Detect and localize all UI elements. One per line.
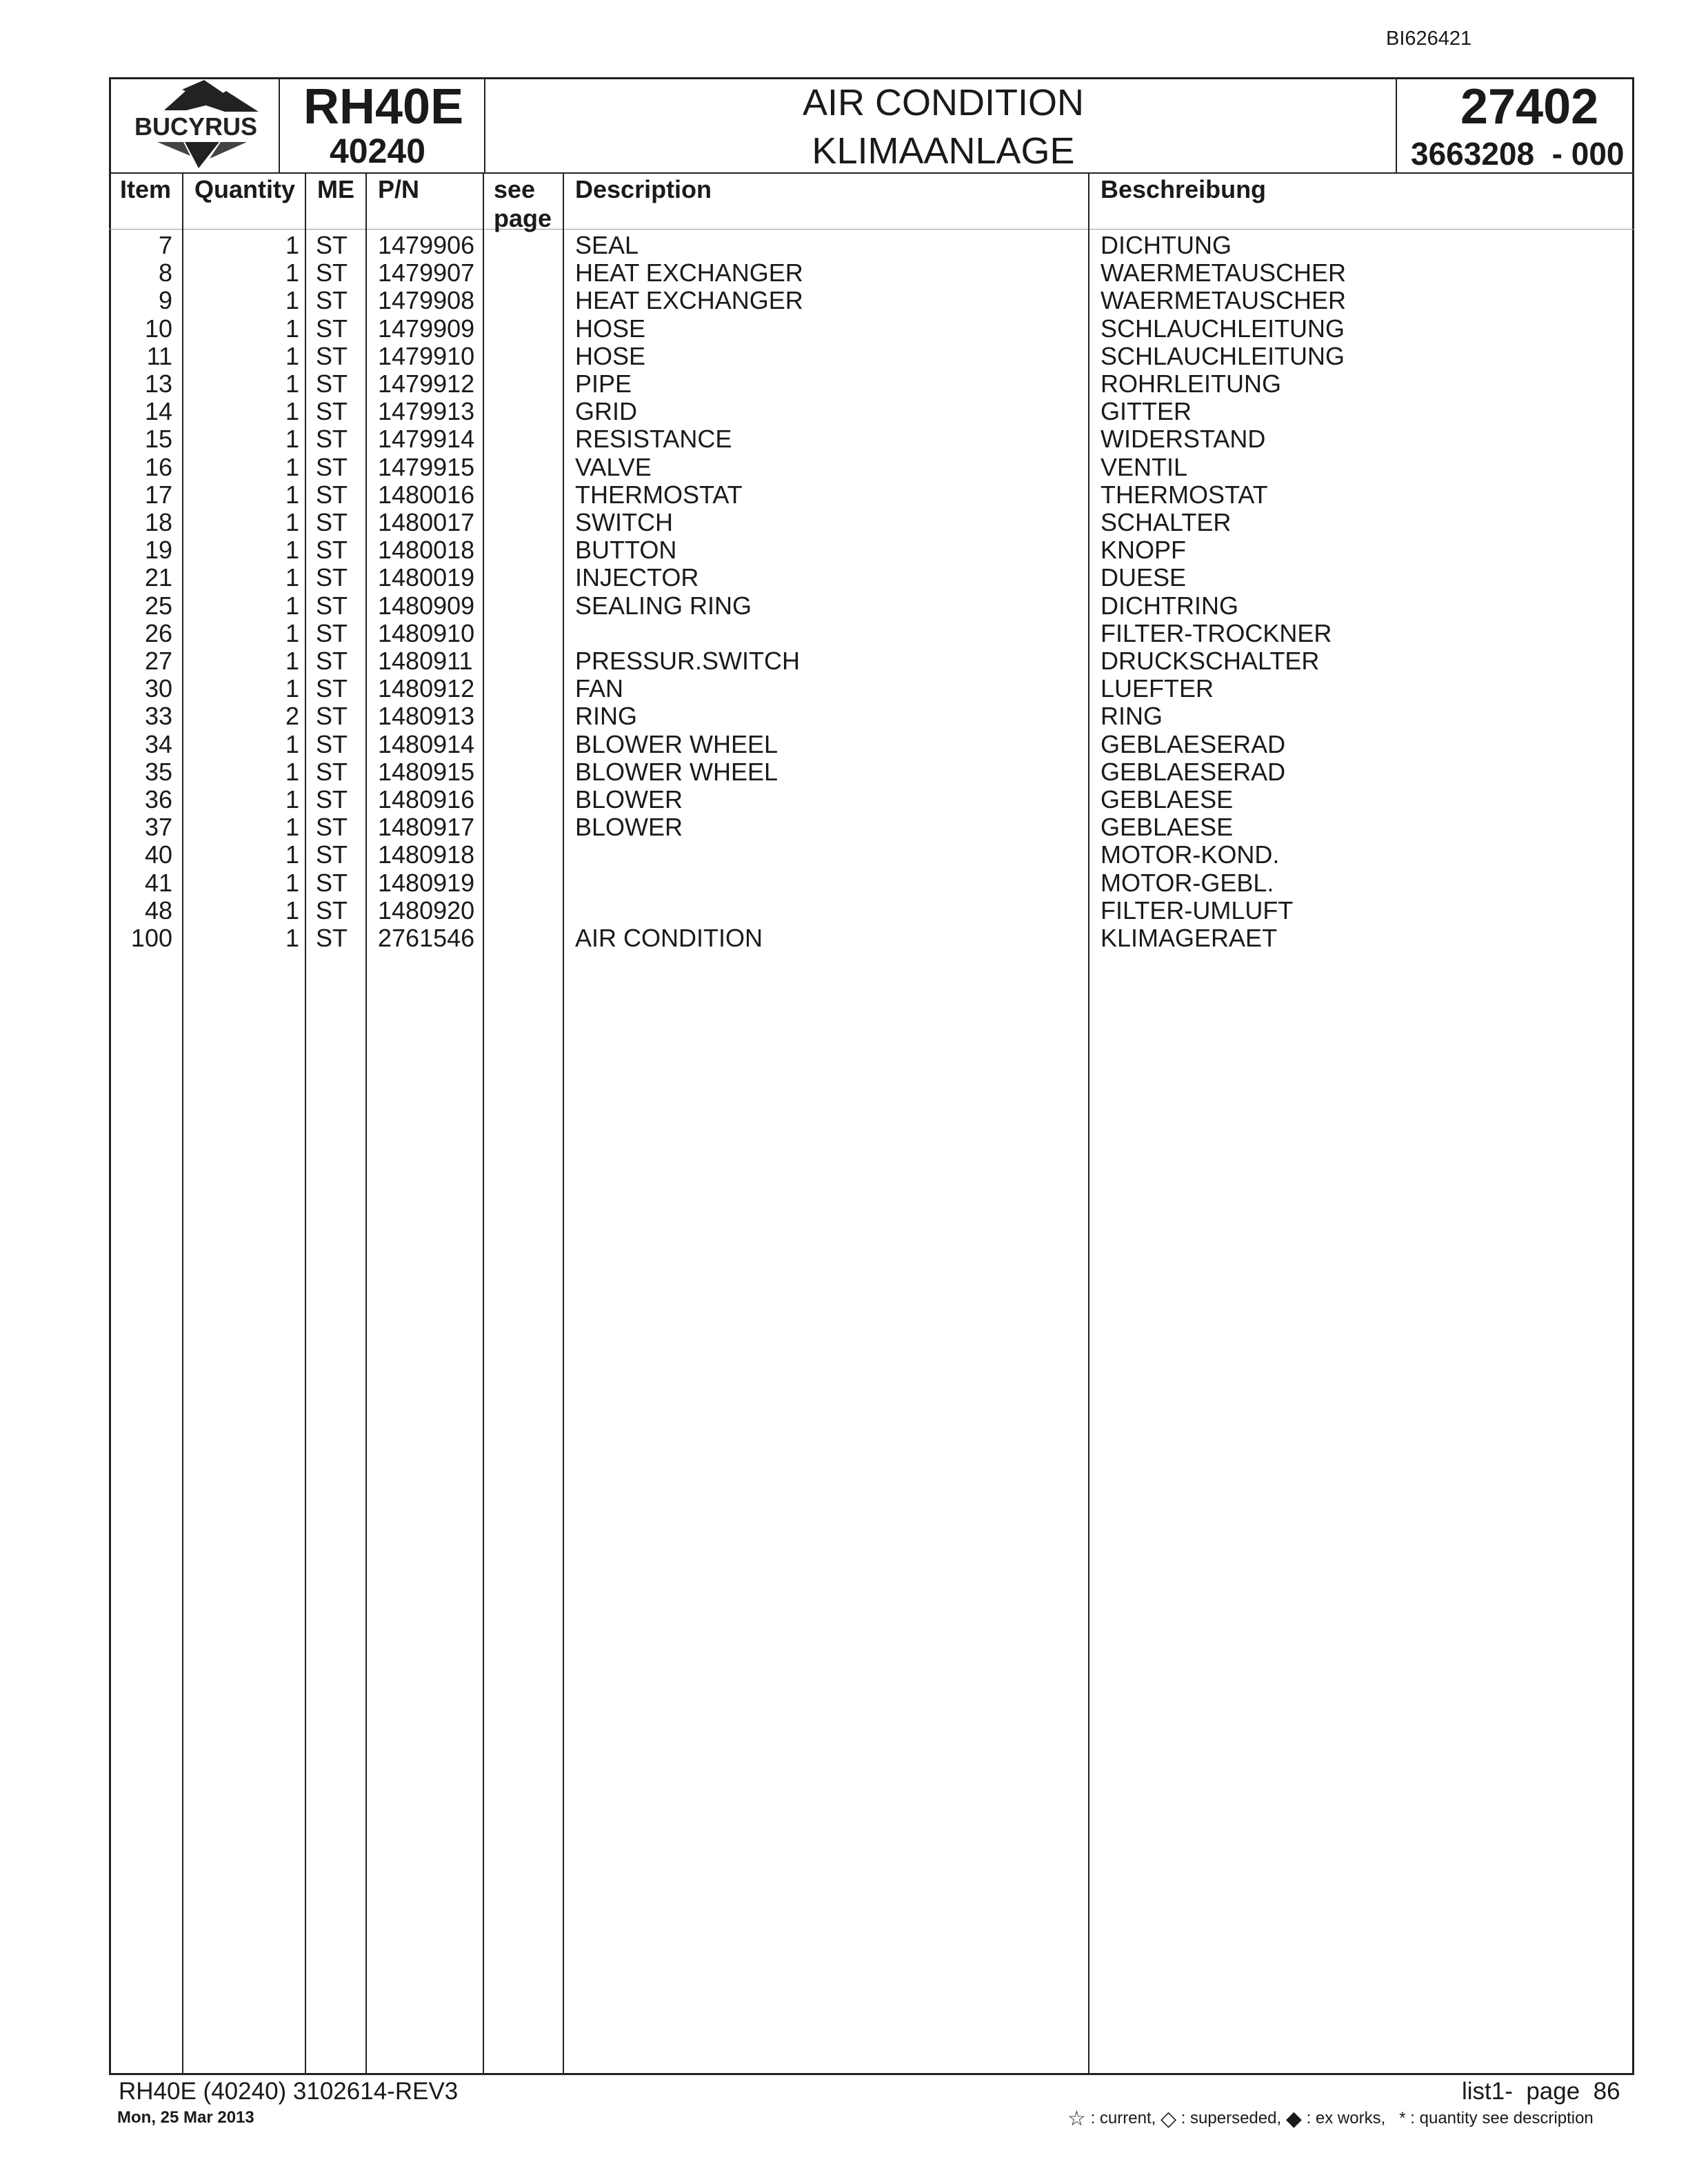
cell-beschreibung: VENTIL [1101, 453, 1188, 481]
cell-quantity: 1 [285, 231, 299, 259]
cell-me: ST [316, 619, 348, 647]
cell-quantity: 1 [285, 674, 299, 702]
cell-pn: 1479906 [378, 231, 475, 259]
table-row [109, 259, 1634, 287]
cell-pn: 1479912 [378, 370, 475, 398]
footer-page-number: list1- page 86 [1462, 2078, 1620, 2105]
cell-pn: 1479910 [378, 342, 475, 370]
cell-item: 30 [144, 674, 172, 702]
table-row [109, 509, 1634, 536]
title-english: AIR CONDITION [802, 82, 1084, 123]
cell-item: 13 [144, 370, 172, 398]
bucyrus-logo [116, 79, 276, 171]
cell-pn: 1480017 [378, 508, 475, 536]
cell-pn: 1479915 [378, 453, 475, 481]
cell-item: 16 [144, 453, 172, 481]
cell-pn: 1480919 [378, 869, 475, 897]
cell-pn: 1479909 [378, 314, 475, 343]
cell-quantity: 1 [285, 286, 299, 314]
cell-description: BLOWER [575, 785, 683, 813]
cell-beschreibung: THERMOSTAT [1101, 481, 1268, 509]
cell-beschreibung: MOTOR-GEBL. [1101, 869, 1274, 897]
table-row [109, 786, 1634, 813]
cell-item: 19 [144, 536, 172, 564]
cell-description: HOSE [575, 342, 646, 370]
cell-quantity: 1 [285, 785, 299, 813]
cell-me: ST [316, 536, 348, 564]
cell-pn: 1480916 [378, 785, 475, 813]
cell-pn: 2761546 [378, 924, 475, 952]
cell-me: ST [316, 702, 348, 730]
cell-beschreibung: WAERMETAUSCHER [1101, 286, 1347, 314]
cell-quantity: 1 [285, 314, 299, 343]
cell-beschreibung: WAERMETAUSCHER [1101, 259, 1347, 287]
cell-me: ST [316, 592, 348, 620]
cell-beschreibung: SCHLAUCHLEITUNG [1101, 342, 1345, 370]
cell-description: PRESSUR.SWITCH [575, 647, 801, 675]
cell-quantity: 1 [285, 536, 299, 564]
cell-description: SEAL [575, 231, 639, 259]
cell-me: ST [316, 370, 348, 398]
cell-description: INJECTOR [575, 563, 699, 592]
table-row [109, 813, 1634, 841]
cell-item: 100 [130, 924, 172, 952]
table-row [109, 343, 1634, 370]
cell-item: 11 [146, 342, 172, 370]
cell-item: 48 [144, 896, 172, 924]
bucyrus-logo-icon [116, 79, 276, 171]
cell-me: ST [316, 840, 348, 869]
legend-quantity: * : quantity see description [1399, 2109, 1594, 2127]
cell-item: 18 [144, 508, 172, 536]
cell-me: ST [316, 286, 348, 314]
cell-beschreibung: DICHTRING [1101, 592, 1238, 620]
cell-pn: 1480920 [378, 896, 475, 924]
cell-item: 15 [144, 425, 172, 453]
cell-pn: 1479914 [378, 425, 475, 453]
table-row [109, 869, 1634, 897]
cell-beschreibung: LUEFTER [1101, 674, 1214, 702]
cell-pn: 1480910 [378, 619, 475, 647]
cell-description: HOSE [575, 314, 646, 343]
table-row [109, 675, 1634, 702]
cell-pn: 1480917 [378, 813, 475, 841]
col-header-description: Description [575, 175, 712, 203]
table-row [109, 841, 1634, 869]
col-header-beschreibung: Beschreibung [1101, 175, 1267, 203]
cell-description: BLOWER WHEEL [575, 758, 778, 786]
cell-quantity: 1 [285, 730, 299, 758]
cell-beschreibung: GEBLAESE [1101, 813, 1234, 841]
table-row [109, 702, 1634, 730]
cell-beschreibung: DUESE [1101, 563, 1187, 592]
footer-document-ref: RH40E (40240) 3102614-REV3 [119, 2078, 459, 2105]
cell-me: ST [316, 314, 348, 343]
cell-pn: 1480018 [378, 536, 475, 564]
cell-description: FAN [575, 674, 624, 702]
table-row [109, 232, 1634, 259]
model-name: RH40E [303, 79, 464, 134]
footer-date: Mon, 25 Mar 2013 [117, 2108, 254, 2127]
cell-pn: 1479913 [378, 397, 475, 425]
cell-pn: 1480913 [378, 702, 475, 730]
cell-quantity: 1 [285, 508, 299, 536]
cell-beschreibung: FILTER-UMLUFT [1101, 896, 1294, 924]
cell-beschreibung: MOTOR-KOND. [1101, 840, 1280, 869]
cell-beschreibung: KNOPF [1101, 536, 1187, 564]
footer-legend [1067, 2107, 1594, 2131]
cell-me: ST [316, 397, 348, 425]
cell-description: SEALING RING [575, 592, 752, 620]
table-row [109, 425, 1634, 453]
table-row [109, 620, 1634, 647]
cell-me: ST [316, 231, 348, 259]
group-number: 27402 [1460, 79, 1599, 134]
table-row [109, 370, 1634, 398]
cell-me: ST [316, 785, 348, 813]
cell-quantity: 1 [285, 563, 299, 592]
cell-quantity: 1 [285, 481, 299, 509]
cell-pn: 1480909 [378, 592, 475, 620]
cell-quantity: 1 [285, 370, 299, 398]
header-line-logo [279, 77, 280, 174]
table-row [109, 454, 1634, 481]
cell-quantity: 1 [285, 425, 299, 453]
cell-quantity: 1 [285, 813, 299, 841]
cell-beschreibung: GEBLAESERAD [1101, 730, 1286, 758]
cell-quantity: 1 [285, 758, 299, 786]
cell-item: 9 [158, 286, 172, 314]
cell-me: ST [316, 647, 348, 675]
table-row [109, 592, 1634, 620]
cell-item: 26 [144, 619, 172, 647]
cell-me: ST [316, 425, 348, 453]
cell-me: ST [316, 563, 348, 592]
column-header-divider [109, 229, 1634, 230]
cell-description: SWITCH [575, 508, 673, 536]
cell-quantity: 1 [285, 592, 299, 620]
cell-beschreibung: DRUCKSCHALTER [1101, 647, 1320, 675]
cell-quantity: 1 [285, 924, 299, 952]
header-line-model [484, 77, 485, 174]
cell-me: ST [316, 869, 348, 897]
cell-description: BUTTON [575, 536, 677, 564]
cell-quantity: 1 [285, 453, 299, 481]
cell-description: AIR CONDITION [575, 924, 763, 952]
cell-me: ST [316, 924, 348, 952]
cell-pn: 1480915 [378, 758, 475, 786]
table-row [109, 315, 1634, 343]
cell-item: 25 [144, 592, 172, 620]
cell-beschreibung: KLIMAGERAET [1101, 924, 1278, 952]
cell-description: RING [575, 702, 637, 730]
cell-item: 7 [158, 231, 172, 259]
cell-me: ST [316, 758, 348, 786]
cell-beschreibung: FILTER-TROCKNER [1101, 619, 1332, 647]
col-header-item: Item [120, 175, 172, 203]
cell-quantity: 1 [285, 259, 299, 287]
cell-item: 35 [144, 758, 172, 786]
cell-item: 36 [144, 785, 172, 813]
cell-item: 17 [144, 481, 172, 509]
cell-pn: 1480918 [378, 840, 475, 869]
table-row [109, 481, 1634, 509]
table-row [109, 398, 1634, 425]
cell-quantity: 2 [285, 702, 299, 730]
cell-description: BLOWER WHEEL [575, 730, 778, 758]
legend-current: : current, [1090, 2109, 1156, 2127]
cell-pn: 1480019 [378, 563, 475, 592]
cell-item: 14 [144, 397, 172, 425]
cell-beschreibung: SCHALTER [1101, 508, 1232, 536]
cell-me: ST [316, 481, 348, 509]
cell-quantity: 1 [285, 647, 299, 675]
title-german: KLIMAANLAGE [812, 130, 1075, 172]
table-row [109, 731, 1634, 758]
table-row [109, 536, 1634, 564]
cell-me: ST [316, 508, 348, 536]
legend-superseded: : superseded, [1180, 2109, 1282, 2127]
cell-description: HEAT EXCHANGER [575, 259, 803, 287]
cell-pn: 1480911 [378, 647, 473, 675]
cell-item: 34 [144, 730, 172, 758]
cell-description: HEAT EXCHANGER [575, 286, 803, 314]
cell-description: GRID [575, 397, 637, 425]
cell-quantity: 1 [285, 397, 299, 425]
table-row [109, 924, 1634, 952]
logo-text: BUCYRUS [134, 112, 258, 141]
cell-me: ST [316, 342, 348, 370]
cell-item: 33 [144, 702, 172, 730]
table-row [109, 647, 1634, 675]
cell-pn: 1479907 [378, 259, 475, 287]
cell-pn: 1479908 [378, 286, 475, 314]
cell-me: ST [316, 674, 348, 702]
col-header-see: see [494, 175, 536, 203]
serial-number: 40240 [330, 132, 426, 170]
col-header-quantity: Quantity [194, 175, 296, 203]
col-header-pn: P/N [378, 175, 420, 203]
cell-item: 40 [144, 840, 172, 869]
diamond-outline-icon: ◇ [1160, 2107, 1177, 2130]
cell-beschreibung: DICHTUNG [1101, 231, 1232, 259]
table-row [109, 897, 1634, 924]
cell-description: THERMOSTAT [575, 481, 743, 509]
diamond-filled-icon: ◆ [1285, 2107, 1302, 2130]
cell-beschreibung: GITTER [1101, 397, 1192, 425]
cell-description: RESISTANCE [575, 425, 732, 453]
document-id: BI626421 [1386, 28, 1472, 50]
cell-item: 27 [144, 647, 172, 675]
cell-description: BLOWER [575, 813, 683, 841]
star-outline-icon: ☆ [1067, 2107, 1086, 2130]
cell-description: PIPE [575, 370, 632, 398]
cell-pn: 1480914 [378, 730, 475, 758]
table-row [109, 758, 1634, 786]
cell-description: VALVE [575, 453, 652, 481]
cell-me: ST [316, 730, 348, 758]
cell-beschreibung: SCHLAUCHLEITUNG [1101, 314, 1345, 343]
cell-quantity: 1 [285, 619, 299, 647]
cell-me: ST [316, 813, 348, 841]
cell-beschreibung: GEBLAESE [1101, 785, 1234, 813]
cell-beschreibung: ROHRLEITUNG [1101, 370, 1282, 398]
legend-exworks: : ex works, [1306, 2109, 1386, 2127]
cell-me: ST [316, 896, 348, 924]
cell-item: 8 [158, 259, 172, 287]
cell-item: 37 [144, 813, 172, 841]
header-divider [109, 172, 1634, 174]
cell-me: ST [316, 259, 348, 287]
col-header-page: page [494, 204, 552, 232]
cell-item: 21 [144, 563, 172, 592]
cell-item: 41 [144, 869, 172, 897]
cell-beschreibung: GEBLAESERAD [1101, 758, 1286, 786]
part-reference: 3663208 - 000 [1411, 136, 1625, 172]
table-row [109, 564, 1634, 592]
cell-quantity: 1 [285, 840, 299, 869]
cell-pn: 1480016 [378, 481, 475, 509]
cell-quantity: 1 [285, 342, 299, 370]
cell-me: ST [316, 453, 348, 481]
table-row [109, 287, 1634, 314]
cell-beschreibung: WIDERSTAND [1101, 425, 1266, 453]
cell-pn: 1480912 [378, 674, 475, 702]
cell-beschreibung: RING [1101, 702, 1163, 730]
cell-item: 10 [144, 314, 172, 343]
col-header-me: ME [317, 175, 354, 203]
cell-quantity: 1 [285, 896, 299, 924]
cell-quantity: 1 [285, 869, 299, 897]
